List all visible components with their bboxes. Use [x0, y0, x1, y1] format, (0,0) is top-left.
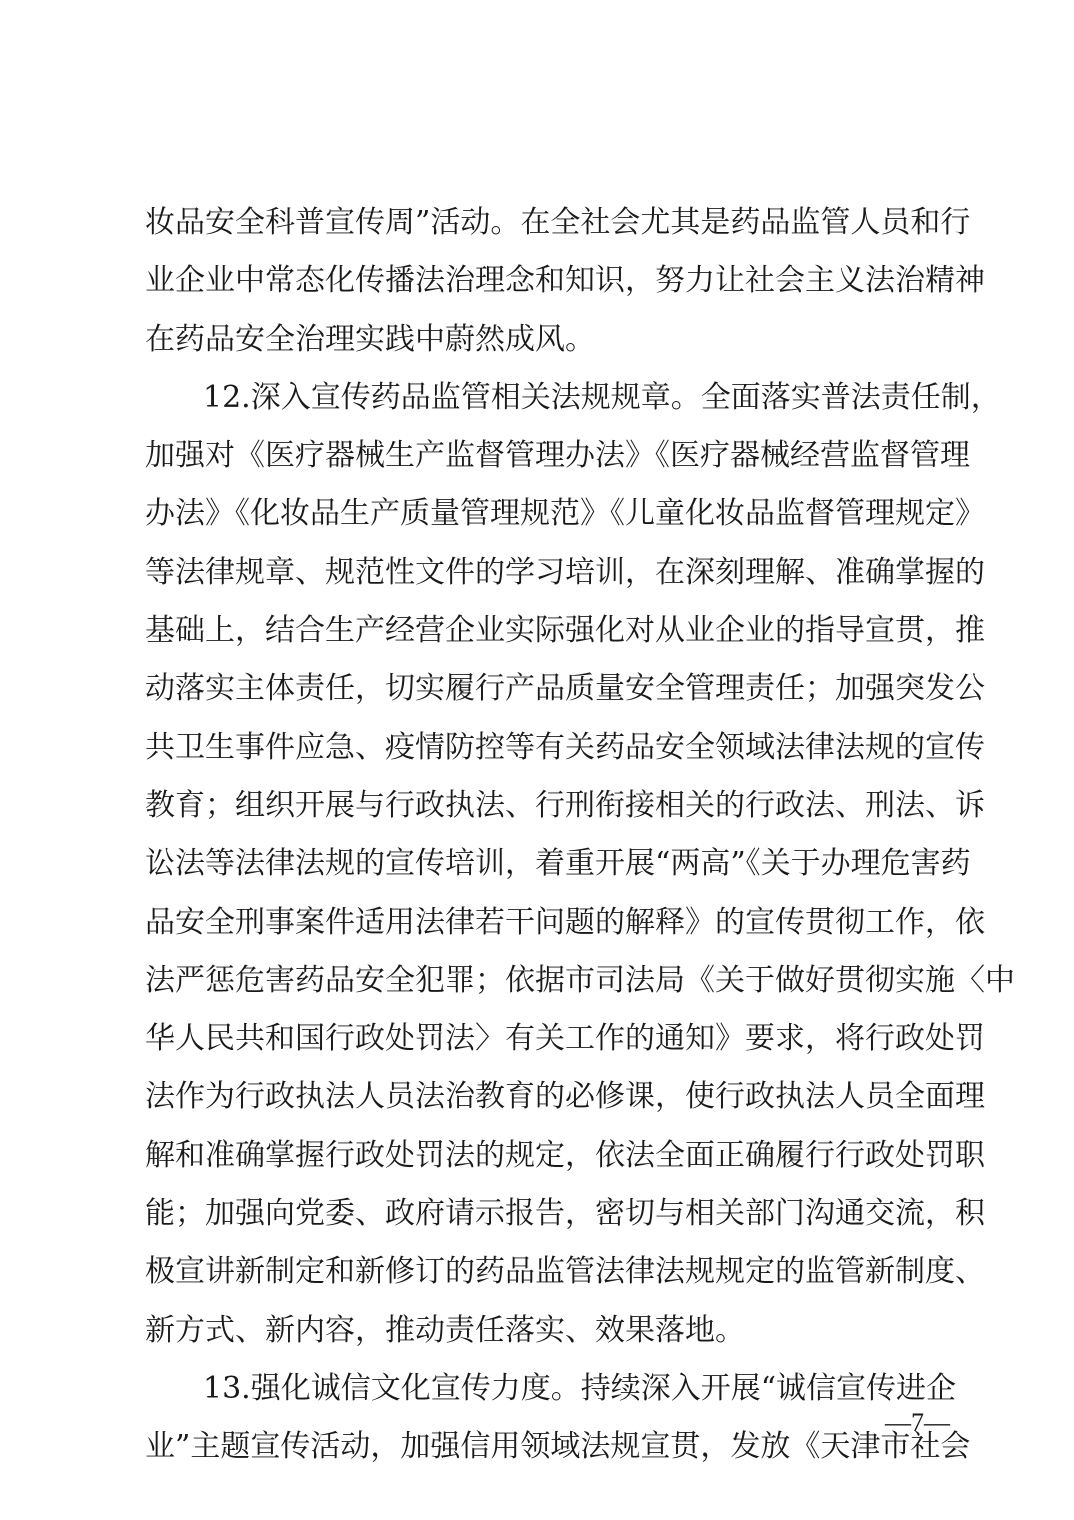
body-text	[145, 194, 1015, 1477]
text-line: 加强对《医疗器械生产监督管理办法》《医疗器械经营监督管理	[145, 438, 970, 474]
paragraph-first-line: 12.深入宣传药品监管相关法规规章。全面落实普法责任制，	[203, 379, 1001, 415]
text-line: 教育；组织开展与行政执法、行刑衔接相关的行政法、刑法、诉	[145, 787, 985, 823]
text-line: 法严惩危害药品安全犯罪；依据市司法局《关于做好贯彻实施〈中	[145, 962, 1015, 998]
text-line: 业”主题宣传活动，加强信用领域法规宣贯，发放《天津市社会	[145, 1429, 971, 1465]
text-line: 动落实主体责任，切实履行产品质量安全管理责任；加强突发公	[145, 671, 985, 707]
text-line: 办法》《化妆品生产质量管理规范》《儿童化妆品监督管理规定》	[145, 496, 985, 532]
text-line: 基础上，结合生产经营企业实际强化对从业企业的指导宣贯，推	[145, 613, 985, 649]
text-line: 等法律规章、规范性文件的学习培训，在深刻理解、准确掌握的	[145, 554, 985, 590]
text-line: 华人民共和国行政处罚法〉有关工作的通知》要求，将行政处罚	[145, 1021, 985, 1057]
text-line: 妆品安全科普宣传周”活动。在全社会尤其是药品监管人员和行	[145, 205, 971, 240]
text-line: 新方式、新内容，推动责任落实、效果落地。	[145, 1312, 745, 1348]
text-line: 业企业中常态化传播法治理念和知识，努力让社会主义法治精神	[145, 263, 985, 299]
paragraph-first-line: 13.强化诚信文化宣传力度。持续深入开展“诚信宣传进企	[203, 1370, 957, 1406]
text-line: 解和准确掌握行政处罚法的规定，依法全面正确履行行政处罚职	[145, 1137, 985, 1173]
text-line: 能；加强向党委、政府请示报告，密切与相关部门沟通交流，积	[145, 1196, 985, 1232]
text-line: 品安全刑事案件适用法律若干问题的解释》的宣传贯彻工作，依	[145, 904, 985, 940]
page-number: —7—	[885, 1408, 950, 1437]
text-line: 讼法等法律法规的宣传培训，着重开展“两高”《关于办理危害药	[145, 846, 971, 882]
text-line: 法作为行政执法人员法治教育的必修课，使行政执法人员全面理	[145, 1079, 985, 1115]
text-line: 极宣讲新制定和新修订的药品监管法律法规规定的监管新制度、	[145, 1254, 985, 1290]
text-line: 共卫生事件应急、疫情防控等有关药品安全领域法律法规的宣传	[145, 729, 985, 765]
text-line: 在药品安全治理实践中蔚然成风。	[145, 321, 595, 357]
